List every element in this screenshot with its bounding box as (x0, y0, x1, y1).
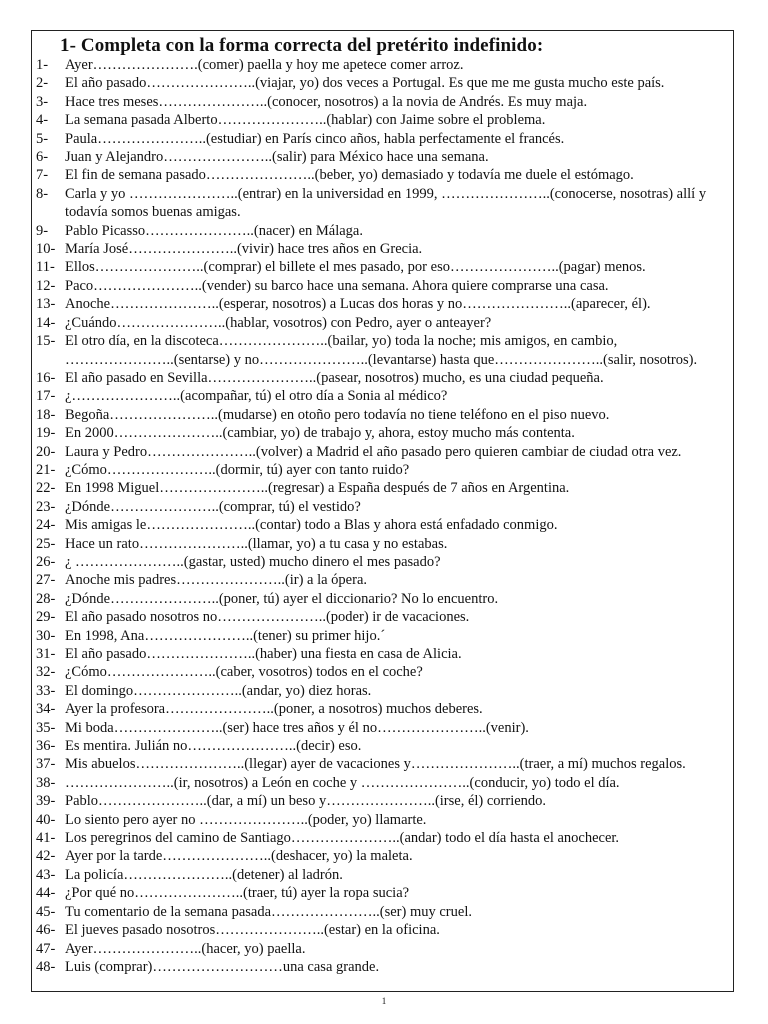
exercise-item (36, 516, 728, 534)
exercise-number: 46- (36, 922, 56, 939)
exercise-sentence: Carla y yo …………………..(entrar) en la universidad en 1999, …………………..(conocerse, nosotras) allí y todavía somos buenas amigas. (65, 185, 707, 221)
exercise-item (36, 774, 728, 792)
exercise-sentence: ¿Por qué no…………………..(traer, tú) ayer la ropa sucia? (65, 885, 410, 902)
exercise-sentence: ¿Cuándo…………………..(hablar, vosotros) con Pedro, ayer o anteayer? (65, 314, 492, 331)
exercise-item (36, 222, 728, 240)
exercise-sentence: El año pasado nosotros no…………………..(poder) ir de vacaciones. (65, 609, 470, 626)
exercise-number: 41- (36, 830, 56, 847)
exercise-item (36, 940, 728, 958)
exercise-item (36, 148, 728, 166)
exercise-sentence: El fin de semana pasado…………………..(beber, yo) demasiado y todavía me duele el estómago. (65, 167, 634, 184)
exercise-number: 42- (36, 848, 56, 865)
exercise-number: 23- (36, 498, 56, 515)
exercise-number: 19- (36, 425, 56, 442)
exercise-number: 12- (36, 277, 56, 294)
exercise-sentence: El año pasado…………………..(viajar, yo) dos veces a Portugal. Es que me me gusta mucho este país. (65, 75, 665, 92)
exercise-sentence: ¿Dónde…………………..(poner, tú) ayer el diccionario? No lo encuentro. (65, 590, 499, 607)
exercise-number: 11- (36, 259, 55, 276)
exercise-number: 40- (36, 811, 56, 828)
exercise-number: 1- (36, 57, 49, 73)
exercise-number: 5- (36, 130, 49, 147)
exercise-sentence: Ayer………………….(comer) paella y hoy me apetece comer arroz. (65, 57, 464, 73)
exercise-sentence: En 1998 Miguel…………………..(regresar) a España después de 7 años en Argentina. (65, 480, 570, 497)
exercise-item (36, 369, 728, 387)
exercise-item (36, 314, 728, 332)
exercise-number: 28- (36, 590, 56, 607)
exercise-sentence: Anoche mis padres…………………..(ir) a la ópera. (65, 572, 368, 589)
exercise-item (36, 56, 728, 74)
exercise-item (36, 258, 728, 276)
exercise-sentence: Anoche…………………..(esperar, nosotros) a Lucas dos horas y no…………………..(aparecer, él). (65, 296, 651, 313)
exercise-number: 24- (36, 517, 56, 534)
exercise-number: 27- (36, 572, 56, 589)
exercise-item (36, 755, 728, 773)
exercise-number: 30- (36, 627, 56, 644)
exercise-number: 16- (36, 369, 56, 386)
exercise-item (36, 424, 728, 442)
exercise-item (36, 277, 728, 295)
exercise-number: 47- (36, 940, 56, 957)
exercise-item (36, 571, 728, 589)
exercise-sentence: Pablo Picasso…………………..(nacer) en Málaga. (65, 222, 363, 239)
exercise-sentence: María José…………………..(vivir) hace tres años en Grecia. (65, 241, 423, 258)
exercise-number: 29- (36, 609, 56, 626)
exercise-item (36, 866, 728, 884)
exercise-item (36, 461, 728, 479)
exercise-number: 35- (36, 719, 56, 736)
exercise-item (36, 185, 728, 222)
exercise-number: 14- (36, 314, 56, 331)
exercise-item (36, 93, 728, 111)
exercise-sentence: Ellos…………………..(comprar) el billete el mes pasado, por eso…………………..(pagar) menos. (65, 259, 646, 276)
exercise-item (36, 74, 728, 92)
exercise-number: 26- (36, 553, 56, 570)
exercise-sentence: Tu comentario de la semana pasada…………………..(ser) muy cruel. (65, 903, 472, 920)
exercise-number: 20- (36, 443, 56, 460)
exercise-list (36, 56, 728, 976)
exercise-item (36, 958, 728, 976)
exercise-number: 44- (36, 885, 56, 902)
exercise-item (36, 811, 728, 829)
exercise-sentence: Paula…………………..(estudiar) en París cinco años, habla perfectamente el francés. (65, 130, 565, 147)
exercise-number: 10- (36, 241, 56, 258)
exercise-number: 31- (36, 646, 56, 662)
exercise-item (36, 590, 728, 608)
exercise-number: 38- (36, 774, 56, 791)
exercise-number: 21- (36, 461, 56, 478)
exercise-sentence: Juan y Alejandro…………………..(salir) para México hace una semana. (65, 149, 489, 166)
exercise-item (36, 921, 728, 939)
exercise-sentence: El año pasado…………………..(haber) una fiesta en casa de Alicia. (65, 646, 462, 662)
exercise-item (36, 535, 728, 553)
page-number: 1 (381, 996, 387, 1006)
exercise-number: 6- (36, 149, 49, 166)
worksheet-title: 1- Completa con la forma correcta del pretérito indefinido: (60, 35, 544, 56)
exercise-number: 45- (36, 903, 56, 920)
exercise-sentence: El domingo…………………..(andar, yo) diez horas. (65, 682, 372, 699)
exercise-sentence: Ayer…………………..(hacer, yo) paella. (65, 940, 306, 957)
worksheet-frame (31, 30, 734, 992)
exercise-number: 33- (36, 682, 56, 699)
exercise-number: 17- (36, 388, 56, 405)
exercise-number: 15- (36, 333, 56, 350)
exercise-sentence: Mis amigas le…………………..(contar) todo a Blas y ahora está enfadado conmigo. (65, 517, 558, 534)
exercise-sentence: Mis abuelos…………………..(llegar) ayer de vacaciones y…………………..(traer, a mí) muchos regalos. (65, 756, 686, 773)
exercise-sentence: …………………..(ir, nosotros) a León en coche y …………………..(conducir, yo) todo el día. (65, 774, 620, 791)
exercise-sentence: Ayer por la tarde…………………..(deshacer, yo) la maleta. (65, 848, 413, 865)
exercise-sentence: Los peregrinos del camino de Santiago…………………..(andar) todo el día hasta el anochecer. (65, 830, 620, 847)
exercise-sentence: Begoña…………………..(mudarse) en otoño pero todavía no tiene teléfono en el piso nuevo. (65, 406, 610, 423)
exercise-sentence: ¿…………………..(acompañar, tú) el otro día a Sonia al médico? (65, 388, 448, 405)
exercise-number: 36- (36, 738, 56, 755)
exercise-number: 8- (36, 185, 49, 202)
exercise-item (36, 700, 728, 718)
exercise-item (36, 295, 728, 313)
exercise-item (36, 884, 728, 902)
exercise-item (36, 111, 728, 129)
exercise-number: 39- (36, 793, 56, 810)
exercise-item (36, 553, 728, 571)
exercise-number: 25- (36, 535, 56, 552)
exercise-item (36, 130, 728, 148)
exercise-sentence: Ayer la profesora…………………..(poner, a nosotros) muchos deberes. (65, 701, 483, 718)
exercise-number: 7- (36, 167, 49, 184)
exercise-sentence: En 1998, Ana…………………..(tener) su primer hijo.´ (65, 627, 386, 644)
exercise-sentence: ¿ …………………..(gastar, usted) mucho dinero el mes pasado? (65, 553, 441, 570)
exercise-sentence: Hace tres meses…………………..(conocer, nosotros) a la novia de Andrés. Es muy maja. (65, 93, 588, 110)
exercise-number: 4- (36, 112, 49, 129)
exercise-item (36, 829, 728, 847)
exercise-sentence: Hace un rato…………………..(llamar, yo) a tu casa y no estabas. (65, 535, 448, 552)
exercise-sentence: La policía…………………..(detener) al ladrón. (65, 866, 343, 883)
exercise-number: 9- (36, 222, 49, 239)
exercise-sentence: ¿Cómo…………………..(dormir, tú) ayer con tanto ruido? (65, 461, 410, 478)
exercise-item (36, 498, 728, 516)
exercise-item (36, 166, 728, 184)
exercise-item (36, 847, 728, 865)
exercise-sentence: La semana pasada Alberto…………………..(hablar) con Jaime sobre el problema. (65, 112, 546, 129)
exercise-number: 43- (36, 866, 56, 883)
exercise-item (36, 737, 728, 755)
exercise-number: 22- (36, 480, 56, 497)
exercise-item (36, 903, 728, 921)
exercise-item (36, 240, 728, 258)
exercise-sentence: El año pasado en Sevilla…………………..(pasear, nosotros) mucho, es una ciudad pequeña. (65, 369, 604, 386)
exercise-sentence: Mi boda…………………..(ser) hace tres años y él no…………………..(venir). (65, 719, 529, 736)
exercise-item (36, 387, 728, 405)
exercise-item (36, 792, 728, 810)
exercise-sentence: ¿Dónde…………………..(comprar, tú) el vestido? (65, 498, 361, 515)
exercise-sentence: Paco…………………..(vender) su barco hace una semana. Ahora quiere comprarse una casa. (65, 277, 609, 294)
exercise-number: 34- (36, 701, 56, 718)
exercise-number: 2- (36, 75, 49, 92)
exercise-item (36, 332, 728, 369)
exercise-sentence: El otro día, en la discoteca…………………..(bailar, yo) toda la noche; mis amigos, en cambio, …………………..(sentarse) y no…………………..(levantarse) hasta que…………………..(salir, nosotros). (65, 333, 698, 368)
exercise-item (36, 479, 728, 497)
exercise-number: 32- (36, 664, 56, 681)
exercise-item (36, 608, 728, 626)
exercise-item (36, 443, 728, 461)
exercise-number: 37- (36, 756, 56, 773)
exercise-sentence: En 2000…………………..(cambiar, yo) de trabajo y, ahora, estoy mucho más contenta. (65, 425, 575, 442)
exercise-item (36, 406, 728, 424)
exercise-sentence: Luis (comprar)………………………una casa grande. (65, 958, 380, 975)
exercise-sentence: El jueves pasado nosotros…………………..(estar) en la oficina. (65, 922, 440, 939)
exercise-sentence: Pablo…………………..(dar, a mí) un beso y…………………..(irse, él) corriendo. (65, 793, 547, 810)
exercise-number: 13- (36, 296, 56, 313)
exercise-item (36, 663, 728, 681)
exercise-sentence: ¿Cómo…………………..(caber, vosotros) todos en el coche? (65, 664, 423, 681)
exercise-number: 3- (36, 93, 49, 110)
exercise-number: 18- (36, 406, 56, 423)
exercise-item (36, 645, 728, 663)
exercise-item (36, 719, 728, 737)
exercise-sentence: Lo siento pero ayer no …………………..(poder, yo) llamarte. (65, 811, 427, 828)
exercise-sentence: Laura y Pedro…………………..(volver) a Madrid el año pasado pero quieren cambiar de ciudad otra vez. (65, 443, 682, 460)
exercise-item (36, 682, 728, 700)
exercise-item (36, 627, 728, 645)
exercise-sentence: Es mentira. Julián no…………………..(decir) eso. (65, 738, 362, 755)
exercise-number: 48- (36, 958, 56, 975)
